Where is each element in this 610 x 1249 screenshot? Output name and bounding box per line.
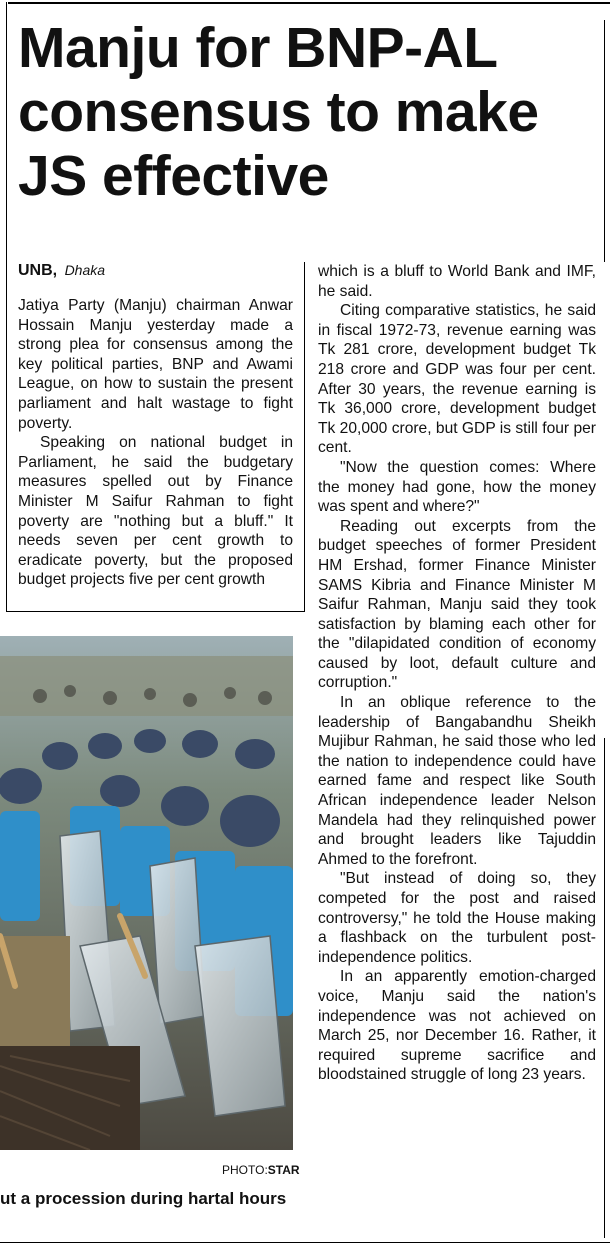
- bottom-rule: [0, 1242, 610, 1243]
- headline-line: JS effective: [18, 144, 329, 208]
- article-paragraph: In an oblique reference to the leadership of Bangabandhu Sheikh Mujibur Rahman, he said those who led the nation to independence could have earned fame and respect like South African independence leader Nelson Mandela had they relinquished power and brought leaders like Tajuddin Ahmed to the forefront.: [318, 694, 596, 868]
- article-paragraph: Reading out excerpts from the budget speeches of former President HM Ershad, former Finance Minister SAMS Kibria and Finance Minister M Saifur Rahman, Manju said they took satisfaction by blaming each other for the "dilapidated condition of economy caused by loot, default culture and corruption.": [318, 517, 596, 692]
- article-column-1: [18, 296, 293, 590]
- article-paragraph: which is a bluff to World Bank and IMF, he said.: [318, 263, 596, 300]
- byline-place: Dhaka: [64, 262, 106, 278]
- right-edge-rule-top: [604, 20, 605, 262]
- photo-caption: ut a procession during hartal hours: [0, 1189, 287, 1208]
- column-divider-rule: [304, 262, 305, 612]
- right-edge-rule-bottom: [604, 738, 605, 1238]
- article-paragraph: "Now the question comes: Where the money had gone, how the money was spent and where?": [318, 458, 596, 516]
- photo-credit-source: STAR: [267, 1163, 300, 1177]
- byline-agency: UNB,: [18, 262, 58, 279]
- left-box-rule: [6, 2, 7, 612]
- article-paragraph: Jatiya Party (Manju) chairman Anwar Hossain Manju yesterday made a strong plea for consensus among the key political parties, BNP and Awami League, on how to sustain the present parliament and halt wastage to fight poverty.: [18, 297, 293, 432]
- top-rule: [8, 2, 610, 4]
- article-column-2: [318, 262, 596, 1085]
- article-paragraph: "But instead of doing so, they competed for the post and raised controversy," he told the House making a flashback on the turbulent post-independence politics.: [318, 870, 596, 966]
- headline-line: Manju for BNP-AL: [18, 16, 498, 80]
- headline-line: consensus to make: [18, 80, 539, 144]
- byline: [18, 262, 105, 280]
- news-photo: [0, 636, 293, 1150]
- article-paragraph: Citing comparative statistics, he said in fiscal 1972-73, revenue earning was Tk 281 crore, development budget Tk 218 crore and GDP was four per cent. After 30 years, the revenue earning is Tk 36,000 crore, development budget Tk 20,000 crore, but GDP is still four per cent.: [318, 302, 596, 457]
- article-paragraph: In an apparently emotion-charged voice, Manju said the nation's independence was not achieved on March 25, nor December 16. Rather, it required supreme sacrifice and bloodstained struggle of long 23 years.: [318, 968, 596, 1084]
- article-paragraph: Speaking on national budget in Parliament, he said the budgetary measures spelled out by Finance Minister M Saifur Rahman to fight poverty are "nothing but a bluff." It needs seven per cent growth to eradicate poverty, but the proposed budget projects five per cent growth: [18, 434, 293, 589]
- photo-credit-prefix: PHOTO:: [222, 1163, 268, 1177]
- headline: [18, 16, 603, 208]
- police-riot-shields-image: [0, 636, 293, 1150]
- photo-credit: [222, 1163, 300, 1177]
- box-bottom-rule: [6, 611, 304, 612]
